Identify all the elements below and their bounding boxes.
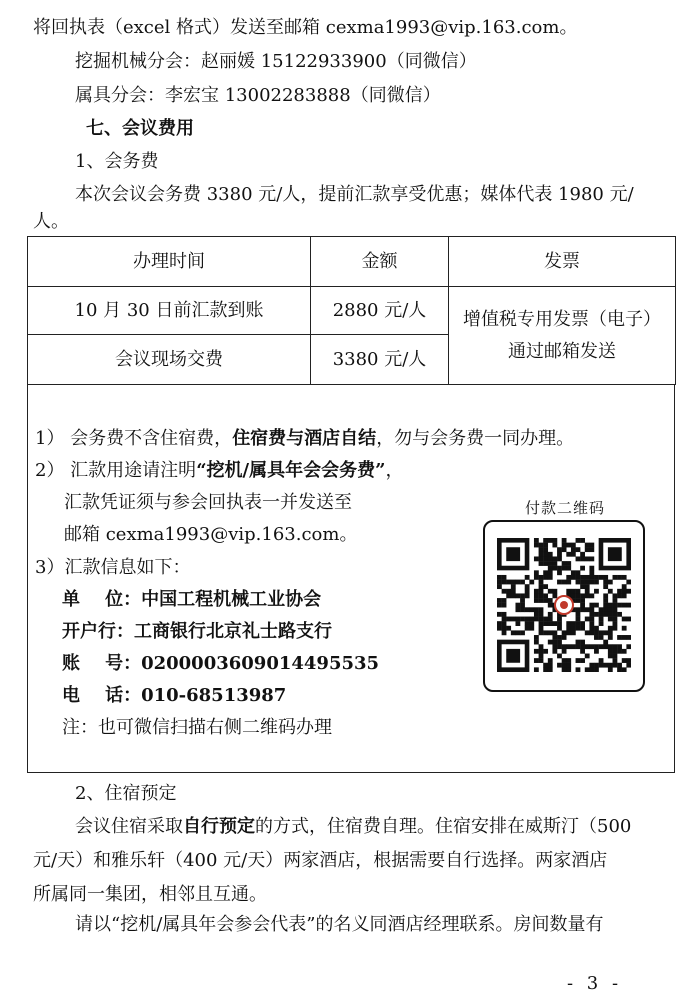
qr-tip: 注：也可微信扫描右侧二维码办理 [62, 717, 332, 738]
bank-phone-value: 010-68513987 [141, 685, 287, 706]
table-row [28, 287, 676, 335]
lodging-p1-suffix: 的方式，住宿费自理。住宿安排在威斯汀（500 [255, 816, 632, 837]
intro-line-1: 将回执表（excel 格式）发送至邮箱 cexma1993@vip.163.com。 [33, 17, 578, 38]
header-time: 办理时间 [28, 237, 311, 287]
note-2-line-3: 邮箱 cexma1993@vip.163.com。 [64, 524, 358, 545]
bank-phone-label: 电 话： [62, 685, 142, 706]
note-3: 3）汇款信息如下： [35, 557, 191, 578]
invoice-line-1: 增值税专用发票（电子） [463, 308, 661, 330]
note-2-prefix: 2） 汇款用途请注明 [35, 460, 197, 481]
note-1 [35, 427, 574, 451]
invoice-cell [449, 287, 676, 385]
section-seven-title: 七、会议费用 [86, 118, 194, 139]
lodging-heading: 2、住宿预定 [75, 783, 177, 804]
lodging-p1-line-2: 元/天）和雅乐轩（400 元/天）两家酒店，根据需要自行选择。两家酒店 [33, 850, 608, 871]
lodging-p1-line-3: 所属同一集团，相邻且互通。 [33, 884, 267, 905]
lodging-p2: 请以“挖机/属具年会参会代表”的名义同酒店经理联系。房间数量有 [75, 914, 604, 935]
fee-table-header-row [28, 237, 676, 287]
lodging-p1-bold: 自行预定 [183, 816, 255, 837]
note-2 [35, 459, 403, 483]
intro-line-3: 属具分会：李宏宝 13002283888（同微信） [75, 85, 441, 106]
bank-branch-label: 开户行： [62, 621, 134, 642]
bank-unit [62, 588, 321, 612]
lodging-p1-line-1 [75, 815, 631, 839]
bank-account [62, 652, 379, 676]
note-2-suffix: ， [385, 460, 404, 481]
header-amount: 金额 [311, 237, 449, 287]
qr-title: 付款二维码 [525, 499, 606, 517]
page-number: - 3 - [567, 973, 623, 994]
note-1-prefix: 1） 会务费不含住宿费， [35, 428, 233, 449]
bank-unit-value: 中国工程机械工业协会 [141, 589, 322, 610]
bank-account-value: 0200003609014495535 [141, 653, 380, 674]
note-1-suffix: ，勿与会务费一同办理。 [376, 428, 575, 449]
note-1-bold: 住宿费与酒店自结 [232, 428, 377, 449]
lodging-p1-prefix: 会议住宿采取 [75, 816, 183, 837]
bank-branch-value: 工商银行北京礼士路支行 [134, 621, 332, 642]
note-2-line-2: 汇款凭证须与参会回执表一并发送至 [64, 492, 352, 513]
fee-heading: 1、会务费 [75, 151, 159, 172]
bank-phone [62, 684, 286, 708]
invoice-line-2: 通过邮箱发送 [508, 340, 616, 362]
fee-table [27, 236, 676, 385]
bank-unit-label: 单 位： [62, 589, 142, 610]
header-invoice: 发票 [449, 237, 676, 287]
row-2-time: 会议现场交费 [28, 335, 311, 385]
row-1-time: 10 月 30 日前汇款到账 [28, 287, 311, 335]
intro-line-2: 挖掘机械分会：赵丽媛 15122933900（同微信） [75, 51, 477, 72]
row-1-amount: 2880 元/人 [311, 287, 449, 335]
bank-account-label: 账 号： [62, 653, 142, 674]
note-2-bold: “挖机/属具年会会务费” [196, 460, 386, 481]
fee-text-line-2: 人。 [33, 211, 69, 232]
bank-branch [62, 620, 332, 644]
row-2-amount: 3380 元/人 [311, 335, 449, 385]
qr-code-icon [497, 538, 631, 672]
fee-text-line-1: 本次会议会务费 3380 元/人，提前汇款享受优惠；媒体代表 1980 元/ [75, 184, 634, 205]
payment-qr-code[interactable] [483, 520, 645, 692]
